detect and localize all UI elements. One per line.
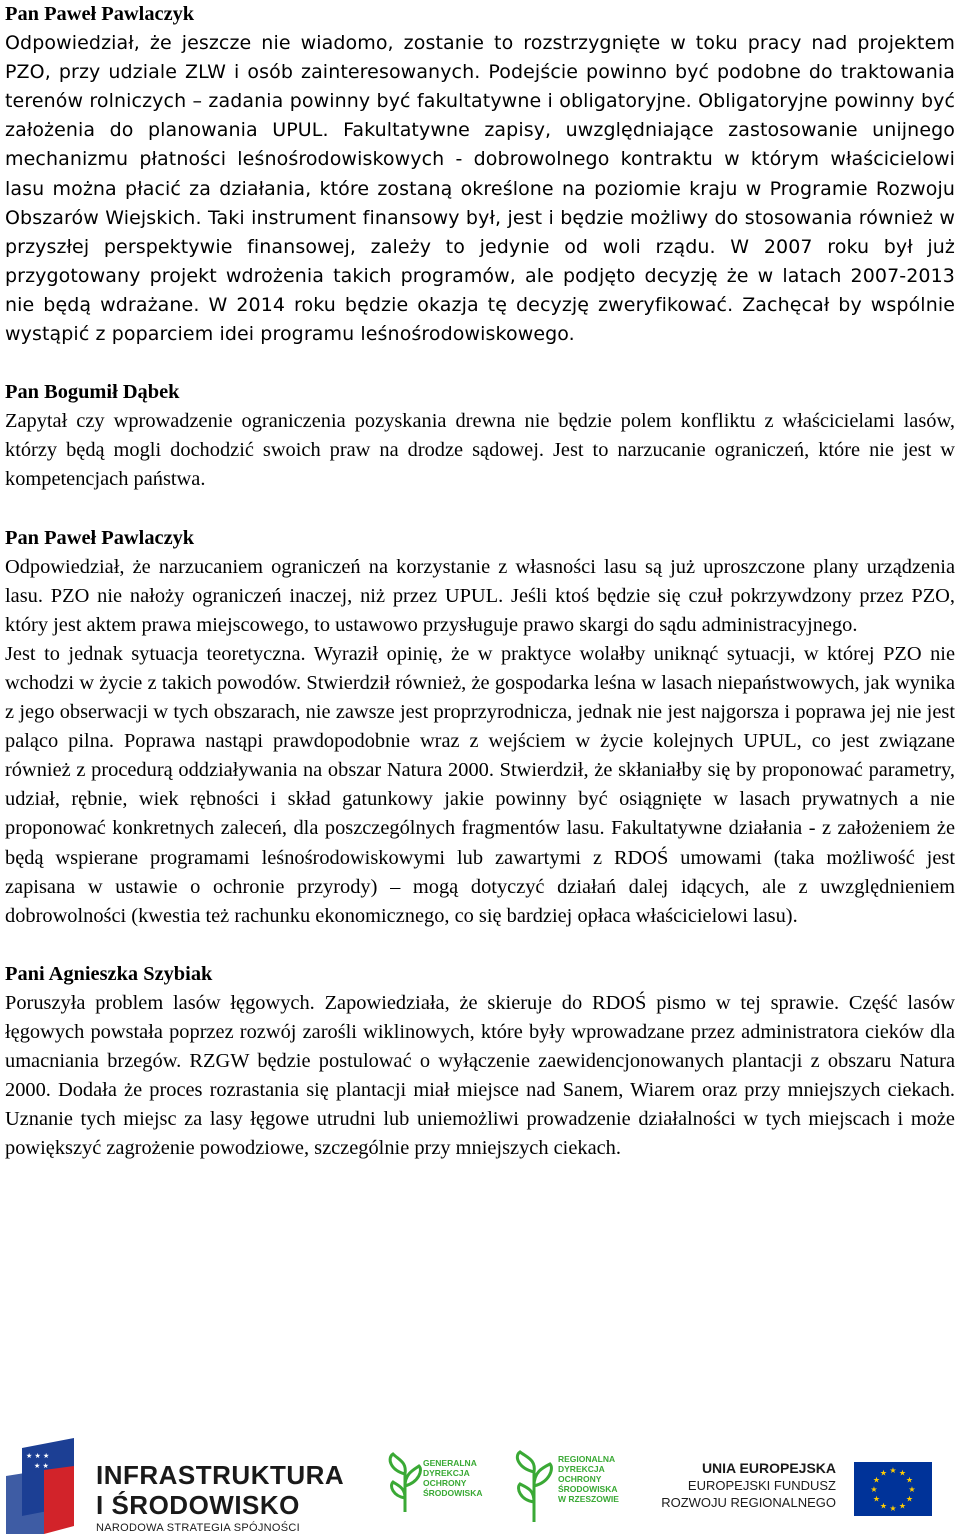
gdos-logo [385, 1452, 495, 1522]
infrastruktura-logo [0, 1430, 345, 1540]
section-dabek [5, 378, 955, 494]
svg-text:★ ★ ★: ★ ★ ★ [26, 1452, 50, 1460]
leaf-icon [385, 1452, 425, 1514]
rdos-line: REGIONALNA [558, 1454, 616, 1464]
section-pawlaczyk-1 [5, 0, 955, 349]
speaker-name: Pani Agnieszka Szybiak [5, 962, 213, 985]
svg-text:★: ★ [879, 1468, 888, 1478]
svg-text:★: ★ [872, 1494, 881, 1504]
rdos-line: OCHRONY [558, 1474, 602, 1484]
leaf-icon [512, 1450, 558, 1524]
gdos-text [423, 1458, 483, 1498]
eu-line1: UNIA EUROPEJSKA [701, 1460, 836, 1476]
paragraph: Odpowiedział, że narzucaniem ograniczeń na korzystanie z własności lasu są już uproszczone plany urządzenia lasu. PZO nie nałoży ograniczeń inaczej, niż przez UPUL. Jeśli ktoś będzie się czuł pokrzywdzony przez PZO, który jest aktem prawa miejscowego, to ustawowo przysługuje prawo skargi do sądu administracyjnego. [5, 555, 955, 636]
eu-line3: ROZWOJU REGIONALNEGO [661, 1495, 836, 1510]
footer-logos [0, 1430, 960, 1540]
rdos-text [558, 1454, 619, 1504]
svg-text:★: ★ [889, 1466, 897, 1475]
infra-subtitle: NARODOWA STRATEGIA SPÓJNOŚCI [96, 1522, 300, 1534]
gdos-line: ŚRODOWISKA [423, 1488, 483, 1498]
rdos-line: ŚRODOWISKA [558, 1484, 618, 1494]
svg-text:★: ★ [879, 1501, 888, 1511]
svg-text:★: ★ [870, 1485, 878, 1494]
infra-title-line2: I ŚRODOWISKO [96, 1490, 300, 1520]
svg-text:★: ★ [908, 1485, 916, 1494]
svg-text:★: ★ [898, 1501, 907, 1511]
speaker-name: Pan Paweł Pawlaczyk [5, 3, 195, 25]
rdos-line: W RZESZOWIE [558, 1494, 619, 1504]
paragraph: Poruszyła problem lasów łęgowych. Zapowiedziała, że skieruje do RDOŚ pismo w tej sprawie. Część lasów łęgowych powstała poprzez rozwój zarośli wiklinowych, które były wprowadzane przez administratora cieków dla umacniania brzegów. RZGW będzie postulować o wyłączenie zaewidencjonowanych plantacji z obszaru Natura 2000. Dodała że proces rozrastania się plantacji miał miejsce nad Sanem, Wiarem oraz przy mniejszych ciekach. Uznanie tych miejsc za lasy łęgowe utrudni lub uniemożliwi prowadzenie działalności w tych miejscach i może powiększyć zagrożenie powodziowe, szczególnie przy mniejszych ciekach. [5, 991, 955, 1160]
svg-text:★: ★ [905, 1475, 914, 1485]
eu-line2: EUROPEJSKI FUNDUSZ [687, 1478, 836, 1493]
document-page [5, 0, 955, 1163]
gdos-line: OCHRONY [423, 1478, 467, 1488]
svg-text:★: ★ [898, 1468, 907, 1478]
svg-text:★ ★: ★ ★ [34, 1462, 49, 1470]
speaker-name: Pan Bogumił Dąbek [5, 381, 180, 404]
paragraph: Zapytał czy wprowadzenie ograniczenia pozyskania drewna nie będzie polem konfliktu z właścicielami lasów, którzy będą mogli dochodzić swoich praw na drodze sądowej. Jest to narzucanie ograniczeń, które nie jest w kompetencjach państwa. [5, 410, 955, 491]
speaker-name: Pan Paweł Pawlaczyk [5, 526, 195, 549]
paragraph: Odpowiedział, że jeszcze nie wiadomo, zostanie to rozstrzygnięte w toku pracy nad projektem PZO, przy udziale ZLW i osób zainteresowanych. Podejście powinno być podobne do traktowania terenów rolniczych – zadania powinny być fakultatywne i obligatoryjne. Obligatoryjne powinny być założenia do planowania UPUL. Fakultatywne zapisy, uwzględniające zastosowanie unijnego mechanizmu płatności leśnośrodowiskowych - dobrowolnego kontraktu w którym właścicielowi lasu można płacić za działania, które zostaną określone na poziomie kraju w Programie Rozwoju Obszarów Wiejskich. Taki instrument finansowy był, jest i będzie możliwy do stosowania również w przyszłej perspektywie finansowej, zależy to jedynie od woli rządu. W 2007 roku był już przygotowany projekt wdrożenia takich programów, ale podjęto decyzję że w latach 2007-2013 nie będą wdrażane. W 2014 roku będzie okazja tę decyzję zweryfikować. Zachęcał by wspólnie wystąpić z poparciem idei programu leśnośrodowiskowego. [5, 32, 955, 346]
gdos-line: GENERALNA [423, 1458, 477, 1468]
svg-text:★: ★ [905, 1494, 914, 1504]
svg-text:★: ★ [889, 1504, 897, 1513]
eu-flag-icon [854, 1462, 932, 1516]
section-szybiak [5, 960, 955, 1164]
infrastruktura-emblem-icon [4, 1436, 96, 1536]
rdos-logo [512, 1448, 632, 1528]
infra-title-line1: INFRASTRUKTURA [96, 1460, 345, 1490]
svg-text:★: ★ [872, 1475, 881, 1485]
section-pawlaczyk-2 [5, 524, 955, 931]
eu-logo [660, 1460, 956, 1520]
paragraph: Jest to jednak sytuacja teoretyczna. Wyraził opinię, że w praktyce wolałby uniknąć sytuacji, w której PZO nie wchodzi w życie z takich powodów. Stwierdził również, że gospodarka leśna w lasach niepaństwowych, jak wynika z jego obserwacji w tych obszarach, nie zawsze jest proprzyrodnicza, jednak nie jest najgorsza i poprawa jej nie jest paląco pilna. Poprawa nastąpi prawdopodobnie wraz z wejściem w życie kolejnych UPUL, co jest związane również z procedurą oddziaływania na obszar Natura 2000. Stwierdził, że skłaniałby się by proponować parametry, udział, rębnie, wiek rębności i skład gatunkowy jakie powinny być osiągnięte w lasach prywatnych a nie proponować konkretnych zaleceń, dla poszczególnych fragmentów lasu. Fakultatywne działania - z założeniem że będą wspierane programami leśnośrodowiskowymi lub zawartymi z RDOŚ umowami (taka możliwość jest zapisana w ustawie o ochronie przyrody) – mogą dotyczyć działań dalej idących, ale z uwzględnieniem dobrowolności (kwestia też rachunku ekonomicznego, co się bardziej opłaca właścicielowi lasu). [5, 642, 955, 927]
rdos-line: DYREKCJA [558, 1464, 605, 1474]
gdos-line: DYREKCJA [423, 1468, 470, 1478]
